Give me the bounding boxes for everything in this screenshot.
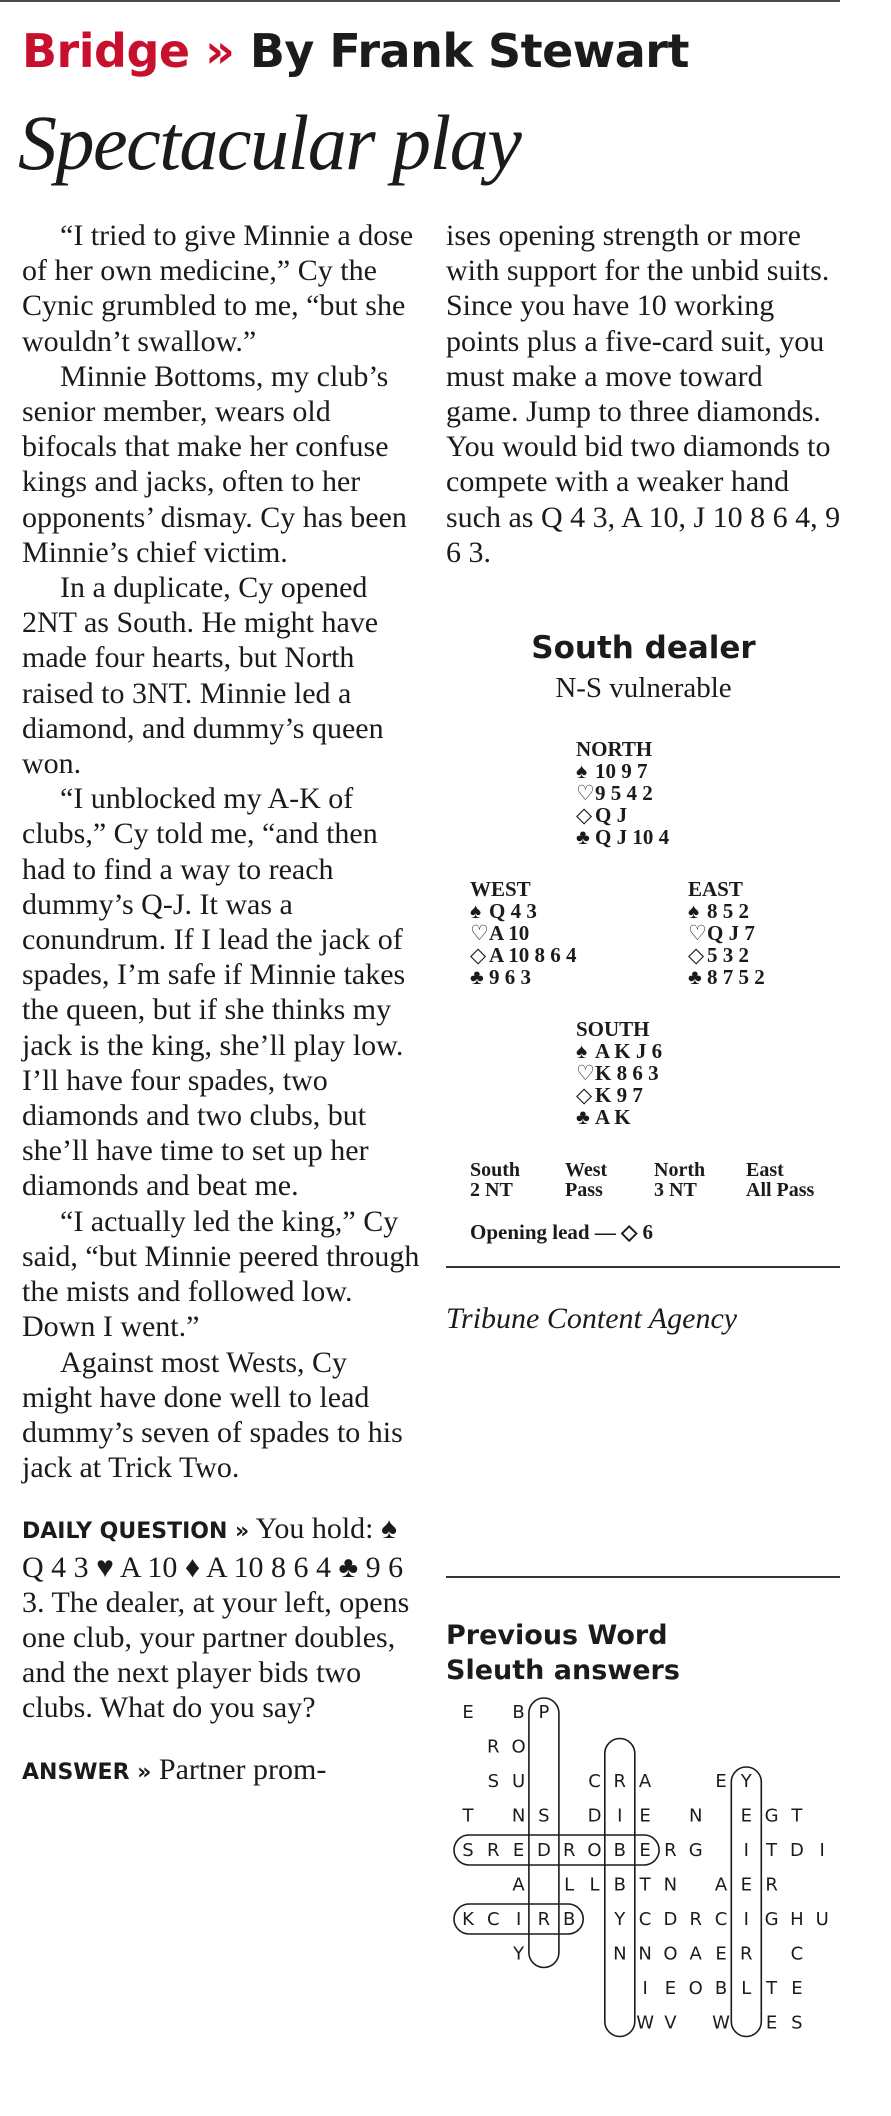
grid-letter: G bbox=[764, 1805, 779, 1827]
grid-letter: E bbox=[639, 1805, 651, 1827]
grid-letter: R bbox=[613, 1771, 627, 1792]
grid-letter: B bbox=[563, 1909, 576, 1930]
grid-letter: N bbox=[663, 1874, 678, 1896]
spade-icon: ♠ bbox=[688, 899, 700, 923]
grid-letter: C bbox=[714, 1909, 728, 1930]
grid-letter: C bbox=[790, 1943, 804, 1965]
grid-letter: E bbox=[715, 1943, 727, 1965]
east-hearts: Q J 7 bbox=[707, 921, 755, 945]
south-hearts: K 8 6 3 bbox=[595, 1061, 659, 1085]
north-hand bbox=[576, 738, 669, 848]
grid-letter: D bbox=[789, 1840, 804, 1861]
bidding-column-south bbox=[470, 1160, 520, 1200]
club-icon: ♣ bbox=[470, 965, 484, 989]
bidding-column-east bbox=[746, 1160, 814, 1200]
heart-icon: ♡ bbox=[576, 1061, 595, 1085]
grid-letter: C bbox=[638, 1909, 652, 1930]
grid-letter: P bbox=[538, 1702, 550, 1723]
north-hearts: 9 5 4 2 bbox=[595, 781, 653, 805]
daily-question bbox=[22, 1511, 422, 1725]
grid-letter: Y bbox=[740, 1771, 752, 1792]
south-hand bbox=[576, 1018, 662, 1128]
grid-letter: E bbox=[639, 1840, 651, 1861]
paragraph-5: “I actually led the king,” Cy said, “but Minnie peered through the mists and followed low. Down I went.” bbox=[22, 1204, 420, 1344]
grid-letter: K bbox=[462, 1909, 474, 1930]
grid-letter: I bbox=[743, 1909, 749, 1930]
paragraph-2: Minnie Bottoms, my club’s senior member, wears old bifocals that make her confuse kings and jacks, often to her opponents’ dismay. Cy has been Minnie’s chief victim. bbox=[22, 359, 407, 569]
club-icon: ♣ bbox=[576, 825, 590, 849]
grid-letter: N bbox=[688, 1805, 703, 1827]
grid-letter: A bbox=[714, 1874, 728, 1896]
grid-letter: S bbox=[487, 1771, 500, 1792]
grid-letter: H bbox=[790, 1909, 804, 1930]
north-spades: 10 9 7 bbox=[595, 759, 648, 783]
grid-letter: N bbox=[638, 1943, 652, 1965]
grid-letter: R bbox=[765, 1874, 778, 1896]
grid-letter: T bbox=[766, 1978, 778, 1999]
grid-letter: T bbox=[766, 1840, 778, 1861]
grid-letter: R bbox=[537, 1909, 551, 1930]
diamond-icon: ◇ bbox=[576, 1083, 593, 1107]
grid-letter: R bbox=[487, 1736, 500, 1758]
grid-letter: N bbox=[511, 1805, 526, 1827]
west-diamonds: A 10 8 6 4 bbox=[489, 943, 577, 967]
grid-letter: U bbox=[815, 1909, 829, 1930]
heart-icon: ♡ bbox=[688, 921, 707, 945]
daily-question-text: You hold: ♠ Q 4 3 ♥ A 10 ♦ A 10 8 6 4 ♣ 9 6 3. The dealer, at your left, opens one club, your partner doubles, and the next player bids two clubs. What do you say? bbox=[22, 1512, 410, 1725]
grid-letter: B bbox=[613, 1874, 626, 1896]
word-sleuth-grid-drawing bbox=[446, 1690, 841, 2116]
grid-letter: O bbox=[511, 1736, 526, 1758]
grid-letter: D bbox=[663, 1909, 678, 1930]
diamond-icon: ◇ bbox=[576, 803, 593, 827]
byline: By Frank Stewart bbox=[249, 24, 689, 78]
grid-letter: E bbox=[740, 1874, 752, 1896]
bid-call: Pass bbox=[565, 1179, 603, 1201]
west-hand bbox=[470, 878, 577, 988]
grid-letter: R bbox=[664, 1840, 677, 1861]
bridge-deal-diagram bbox=[446, 630, 841, 1250]
grid-letter: N bbox=[613, 1943, 627, 1965]
grid-letter: T bbox=[791, 1805, 803, 1827]
divider bbox=[446, 1576, 840, 1578]
grid-letter: E bbox=[791, 1978, 803, 1999]
grid-letter: C bbox=[588, 1771, 601, 1792]
bid-seat: West bbox=[565, 1159, 608, 1181]
answer-label: ANSWER » bbox=[22, 1759, 152, 1785]
grid-letter: R bbox=[740, 1943, 753, 1965]
grid-letter: I bbox=[819, 1840, 825, 1861]
grid-letter: Y bbox=[614, 1909, 626, 1930]
grid-letter: R bbox=[487, 1840, 500, 1861]
grid-letter: I bbox=[515, 1909, 522, 1930]
heart-icon: ♡ bbox=[470, 921, 489, 945]
grid-letter: W bbox=[712, 2012, 730, 2034]
bid-call: 3 NT bbox=[654, 1179, 697, 1201]
grid-letter: S bbox=[791, 2012, 803, 2034]
west-spades: Q 4 3 bbox=[489, 899, 537, 923]
east-diamonds: 5 3 2 bbox=[707, 943, 749, 967]
spade-icon: ♠ bbox=[576, 1039, 588, 1063]
grid-letter: E bbox=[462, 1702, 474, 1723]
grid-letter: E bbox=[512, 1840, 525, 1861]
grid-letter: V bbox=[664, 2012, 677, 2034]
grid-letter: S bbox=[462, 1840, 474, 1861]
article-column-2 bbox=[446, 218, 841, 570]
vulnerability-label: N-S vulnerable bbox=[555, 672, 732, 704]
grid-letter: L bbox=[589, 1874, 600, 1896]
grid-letter: R bbox=[562, 1840, 576, 1861]
grid-letter: C bbox=[487, 1909, 500, 1930]
south-spades: A K J 6 bbox=[595, 1039, 663, 1063]
grid-letter: B bbox=[613, 1840, 626, 1861]
bid-seat: East bbox=[746, 1159, 784, 1181]
grid-letter: D bbox=[536, 1840, 551, 1861]
opening-lead: Opening lead — ◇ 6 bbox=[470, 1220, 654, 1244]
bidding-column-west bbox=[565, 1160, 607, 1200]
grid-letter: Y bbox=[513, 1943, 525, 1965]
grid-letter: G bbox=[764, 1909, 779, 1930]
grid-letter: O bbox=[663, 1943, 678, 1965]
grid-letter: E bbox=[740, 1805, 752, 1827]
grid-letter: G bbox=[688, 1840, 703, 1861]
spade-icon: ♠ bbox=[576, 759, 588, 783]
grid-letter: E bbox=[715, 1771, 727, 1792]
section-label: Bridge » bbox=[22, 24, 235, 78]
word-sleuth-title-line-2: Sleuth answers bbox=[446, 1655, 680, 1686]
grid-letter: W bbox=[636, 2012, 655, 2034]
dealer-label: South dealer bbox=[531, 630, 756, 666]
bid-call: All Pass bbox=[746, 1179, 815, 1201]
diamond-icon: ◇ bbox=[470, 943, 487, 967]
word-sleuth-grid bbox=[446, 1690, 841, 2116]
north-diamonds: Q J bbox=[595, 803, 628, 827]
credit-line: Tribune Content Agency bbox=[446, 1302, 738, 1335]
grid-letter: O bbox=[688, 1978, 703, 1999]
grid-letter: R bbox=[689, 1909, 702, 1930]
answer bbox=[22, 1752, 422, 1790]
paragraph-4: “I unblocked my A-K of clubs,” Cy told me, “and then had to find a way to reach dummy’s Q-J. It was a conundrum. If I lead the jack of spades, I’m safe if Minnie takes the queen, but if she thinks my jack is the king, she’ll play low. I’ll have four spades, two diamonds and two clubs, but she’ll have time to set up her diamonds and beat me. bbox=[22, 782, 406, 1203]
grid-letter: E bbox=[664, 1978, 677, 1999]
west-hearts: A 10 bbox=[489, 921, 530, 945]
east-spades: 8 5 2 bbox=[707, 899, 749, 923]
top-rule bbox=[0, 0, 840, 2]
grid-letter: S bbox=[538, 1805, 550, 1827]
bid-call: 2 NT bbox=[470, 1179, 513, 1201]
grid-letter: I bbox=[617, 1805, 623, 1827]
south-diamonds: K 9 7 bbox=[595, 1083, 643, 1107]
east-hand bbox=[688, 878, 765, 988]
grid-letter: A bbox=[689, 1943, 702, 1965]
grid-letter: I bbox=[743, 1840, 749, 1861]
north-label: NORTH bbox=[576, 737, 653, 761]
club-icon: ♣ bbox=[688, 965, 702, 989]
grid-letter: B bbox=[714, 1978, 728, 1999]
grid-letter: I bbox=[642, 1978, 648, 1999]
word-sleuth-title bbox=[446, 1618, 680, 1688]
north-clubs: Q J 10 4 bbox=[595, 825, 670, 849]
answer-text: Partner prom- bbox=[151, 1752, 327, 1786]
south-clubs: A K bbox=[595, 1105, 631, 1129]
club-icon: ♣ bbox=[576, 1105, 590, 1129]
west-label: WEST bbox=[470, 877, 531, 901]
column-kicker bbox=[22, 24, 689, 78]
bid-seat: North bbox=[654, 1159, 706, 1181]
paragraph-3: In a duplicate, Cy opened 2NT as South. He might have made four hearts, but North raised to 3NT. Minnie led a diamond, and dummy’s queen won. bbox=[22, 571, 384, 781]
grid-letter: L bbox=[741, 1978, 752, 1999]
south-label: SOUTH bbox=[576, 1017, 650, 1041]
headline: Spectacular play bbox=[18, 99, 521, 186]
grid-letter: E bbox=[765, 2012, 778, 2034]
paragraph-6: Against most Wests, Cy might have done well to lead dummy’s seven of spades to his jack at Trick Two. bbox=[22, 1345, 403, 1485]
grid-letter: A bbox=[512, 1874, 525, 1896]
grid-letter: L bbox=[564, 1874, 575, 1896]
answer-continued: ises opening strength or more with support for the unbid suits. Since you have 10 working points plus a five-card suit, you must make a move toward game. Jump to three diamonds. You would bid two diamonds to compete with a weaker hand such as Q 4 3, A 10, J 10 8 6 4, 9 6 3. bbox=[446, 219, 841, 569]
grid-letter: T bbox=[462, 1805, 474, 1827]
east-clubs: 8 7 5 2 bbox=[707, 965, 765, 989]
grid-letter: A bbox=[638, 1771, 652, 1792]
grid-letter: T bbox=[639, 1874, 651, 1896]
paragraph-1: “I tried to give Minnie a dose of her own medicine,” Cy the Cynic grumbled to me, “but she wouldn’t swallow.” bbox=[22, 219, 414, 358]
grid-letter: O bbox=[587, 1840, 602, 1861]
daily-question-label: DAILY QUESTION » bbox=[22, 1519, 250, 1545]
spade-icon: ♠ bbox=[470, 899, 482, 923]
grid-letter: U bbox=[512, 1771, 526, 1792]
word-sleuth-title-line-1: Previous Word bbox=[446, 1620, 668, 1651]
grid-letter: D bbox=[587, 1805, 602, 1827]
west-clubs: 9 6 3 bbox=[489, 965, 531, 989]
heart-icon: ♡ bbox=[576, 781, 595, 805]
grid-letter: B bbox=[512, 1702, 525, 1723]
article-column-1 bbox=[22, 218, 422, 1790]
diamond-icon: ◇ bbox=[688, 943, 705, 967]
east-label: EAST bbox=[688, 877, 743, 901]
word-loop bbox=[454, 1835, 659, 1865]
bidding-column-north bbox=[654, 1160, 705, 1200]
bid-seat: South bbox=[470, 1159, 521, 1181]
divider bbox=[446, 1266, 840, 1268]
